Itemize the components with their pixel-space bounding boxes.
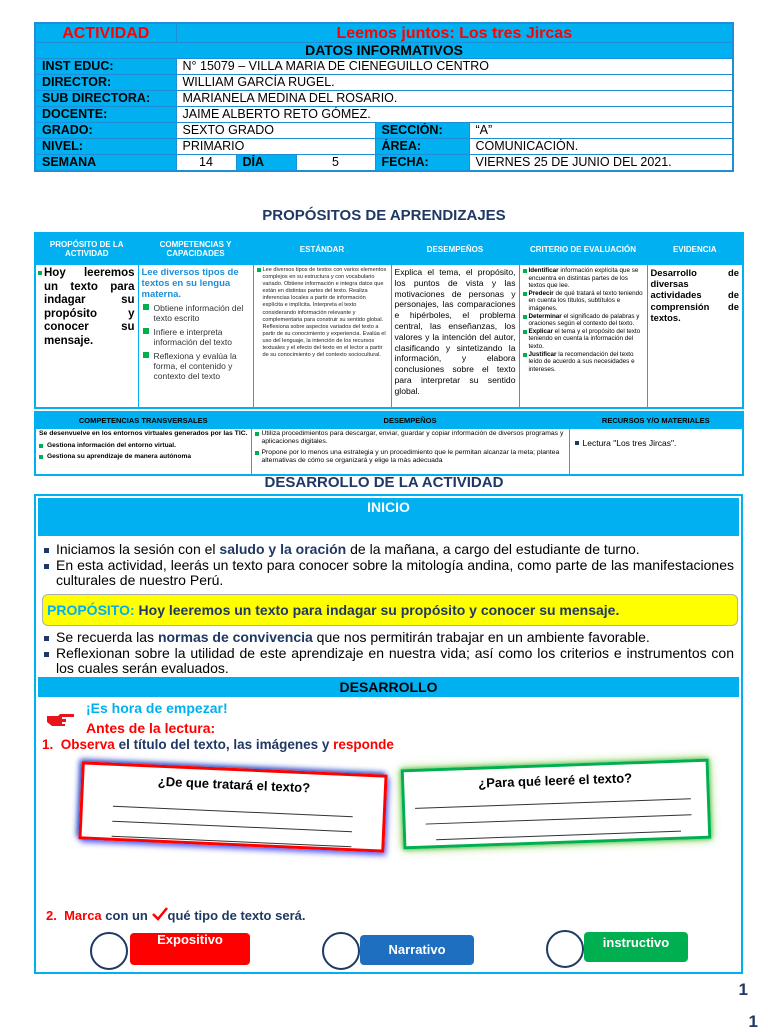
area-label: ÁREA:: [375, 139, 469, 155]
answer-line[interactable]: [436, 831, 681, 841]
page-number: 1: [738, 980, 748, 999]
inicio-bullets-1: [44, 542, 734, 589]
proposito-box: [42, 594, 738, 626]
datos-section-title: DATOS INFORMATIVOS: [35, 43, 733, 59]
criterio-item: Determinar el significado de palabras y oraciones según el contexto del texto.: [523, 313, 644, 328]
desempeno-item: Propone por lo menos una estrategia y un procedimiento que le permitan alcanzar la meta; plantea alternativas de cómo se organizará y elige la más adecuada: [255, 449, 566, 466]
inicio-banner: INICIO: [38, 498, 739, 536]
proposito-label: PROPÓSITO:: [47, 602, 135, 618]
datos-informativos-table: [34, 22, 734, 172]
question-proposito: ¿Para qué leeré el texto?: [478, 770, 633, 791]
header-evidencia: EVIDENCIA: [647, 233, 743, 265]
actividad-title: Leemos juntos: Los tres Jircas: [176, 23, 733, 43]
header-estandar: ESTÁNDAR: [253, 233, 391, 265]
transversal-item: Gestiona información del entorno virtual.: [39, 442, 248, 450]
capacidad-item: Obtiene información del texto escrito: [154, 303, 250, 323]
option-circle-instructivo[interactable]: [546, 930, 584, 968]
option-expositivo-button[interactable]: Expositivo: [130, 933, 250, 965]
bullet-reflexion: Reflexionan sobre la utilidad de este aprendizaje en nuestra vida; así como los criterios e instrumentos con los cuales serán evaluados.: [44, 646, 734, 677]
header-desempenos-trans: DESEMPEÑOS: [251, 412, 569, 429]
antes-lectura-heading: Antes de la lectura:: [86, 720, 216, 736]
header-desempenos: DESEMPEÑOS: [391, 233, 519, 265]
header-transversales: COMPETENCIAS TRANSVERSALES: [35, 412, 251, 429]
question-tema: ¿De que tratará el texto?: [157, 773, 311, 796]
grado-value: SEXTO GRADO: [176, 123, 375, 139]
proposito-cell: Hoy leeremos un texto para indagar su propósito y conocer su mensaje.: [35, 265, 138, 408]
transversales-cell: [35, 429, 251, 475]
inst-value: N° 15079 – VILLA MARIA DE CIENEGUILLO CENTRO: [176, 59, 733, 75]
step-2-instruction: 2. Marca con un qué tipo de texto será.: [46, 908, 306, 923]
area-value: COMUNICACIÓN.: [469, 139, 733, 155]
page-number-bottom: 1: [748, 1012, 758, 1031]
desarrollo-banner: DESARROLLO: [38, 677, 739, 697]
pointing-hand-icon: [46, 710, 76, 728]
fecha-label: FECHA:: [375, 155, 469, 172]
actividad-frame: [34, 494, 743, 974]
criterio-item: Identificar información explícita que se encuentra en distintas partes de los textos que lee.: [523, 267, 644, 290]
proposito-text: Hoy leeremos un texto para indagar su propósito y conocer su mensaje.: [134, 602, 620, 618]
director-label: DIRECTOR:: [35, 75, 176, 91]
desarrollo-actividad-title: DESARROLLO DE LA ACTIVIDAD: [264, 474, 504, 491]
answer-line[interactable]: [112, 836, 352, 847]
criterio-item: Explicar el tema y el propósito del texto teniendo en cuenta la información del texto.: [523, 328, 644, 351]
header-proposito: PROPÓSITO DE LA ACTIVIDAD: [35, 233, 138, 265]
criterios-cell: [519, 265, 647, 408]
semana-label: SEMANA: [35, 155, 176, 172]
answer-line[interactable]: [426, 814, 692, 824]
subdirectora-label: SUB DIRECTORA:: [35, 91, 176, 107]
nivel-value: PRIMARIO: [176, 139, 375, 155]
propositos-title: PROPÓSITOS DE APRENDIZAJES: [262, 207, 506, 224]
criterio-item: Justificar la recomendación del texto leído de acuerdo a sus necesidades e intereses.: [523, 351, 644, 374]
docente-label: DOCENTE:: [35, 107, 176, 123]
bullet-saludo: Iniciamos la sesión con el saludo y la oración de la mañana, a cargo del estudiante de turno.: [44, 542, 734, 558]
answer-line[interactable]: [112, 821, 352, 832]
hora-heading: ¡Es hora de empezar!: [86, 700, 228, 716]
docente-value: JAIME ALBERTO RETO GÓMEZ.: [176, 107, 733, 123]
recursos-cell: [569, 429, 743, 475]
step-1-instruction: 1. Observa el título del texto, las imágenes y responde: [42, 737, 394, 752]
propositos-table: [34, 232, 744, 409]
dia-label: DÍA: [236, 155, 296, 172]
director-value: WILLIAM GARCÍA RUGEL.: [176, 75, 733, 91]
capacidad-item: Reflexiona y evalúa la forma, el contenido y contexto del texto: [154, 351, 250, 381]
fecha-value: VIERNES 25 DE JUNIO DEL 2021.: [469, 155, 733, 172]
checkmark-icon: [152, 907, 168, 921]
competencia-title: Lee diversos tipos de textos en su lengua materna.: [141, 267, 239, 300]
seccion-value: “A”: [469, 123, 733, 139]
transversales-intro: Se desenvuelve en los entornos virtuales generados por las TIC.: [39, 430, 248, 437]
subdirectora-value: MARIANELA MEDINA DEL ROSARIO.: [176, 91, 733, 107]
desempenos-cell: Explica el tema, el propósito, los puntos de vista y las motivaciones de personas y personajes, las comparaciones e hipérboles, el problema central, las enseñanzas, los valores y la intención del autor, clasificando y sintetizando la información, y elabora conclusiones sobre el texto para interpretar su sentido global.: [391, 265, 519, 408]
nivel-label: NIVEL:: [35, 139, 176, 155]
transversales-table: [34, 411, 744, 476]
seccion-label: SECCIÓN:: [375, 123, 469, 139]
option-narrativo-button[interactable]: Narrativo: [360, 935, 474, 965]
answer-line[interactable]: [113, 806, 353, 817]
grado-label: GRADO:: [35, 123, 176, 139]
recurso-item: Lectura "Los tres Jircas".: [573, 438, 740, 448]
header-criterio: CRITERIO DE EVALUACIÓN: [519, 233, 647, 265]
capacidad-item: Infiere e interpreta información del texto: [154, 327, 250, 347]
desempenos-trans-cell: [251, 429, 569, 475]
option-instructivo-button[interactable]: instructivo: [584, 932, 688, 962]
bullet-mitologia: En esta actividad, leerás un texto para conocer sobre la mitología andina, como parte de las manifestaciones culturales de nuestro Perú.: [44, 558, 734, 589]
semana-value: 14: [176, 155, 236, 172]
competencias-cell: [138, 265, 253, 408]
bullet-normas: Se recuerda las normas de convivencia que nos permitirán trabajar en un ambiente favorable.: [44, 630, 734, 646]
inicio-bullets-2: [44, 630, 734, 677]
option-circle-narrativo[interactable]: [322, 932, 360, 970]
inst-label: INST EDUC:: [35, 59, 176, 75]
transversal-item: Gestiona su aprendizaje de manera autónoma: [39, 453, 248, 461]
dia-value: 5: [296, 155, 375, 172]
question-card-tema: [78, 761, 387, 852]
answer-line[interactable]: [415, 798, 691, 809]
option-circle-expositivo[interactable]: [90, 932, 128, 970]
evidencia-cell: Desarrollo de diversas actividades de comprensión de textos.: [647, 265, 743, 408]
estandar-cell: Lee diversos tipos de textos con varios elementos complejos en su estructura y con vocabulario variado. Obtiene información e integra datos que están en distintas partes del texto. Realiza inferencias locales a partir de información explícita e implícita. Interpreta el texto considerando información relevante y complementaria para construir su sentido global. Reflexiona sobre aspectos variados del texto a partir de su conocimiento y experiencia. Evalúa el uso del lenguaje, la intención de los recursos textuales y el efecto del texto en el lector a partir de su conocimiento y del contexto sociocultural.: [253, 265, 391, 408]
header-competencias: COMPETENCIAS Y CAPACIDADES: [138, 233, 253, 265]
header-recursos: RECURSOS Y/O MATERIALES: [569, 412, 743, 429]
desempeno-item: Utiliza procedimientos para descargar, enviar, guardar y copiar información de diversos programas y aplicaciones digitales.: [255, 430, 566, 447]
actividad-label: ACTIVIDAD: [35, 23, 176, 43]
question-card-proposito: [401, 759, 712, 850]
criterio-item: Predecir de qué tratará el texto teniendo en cuenta los títulos, subtítulos e imágenes.: [523, 290, 644, 313]
